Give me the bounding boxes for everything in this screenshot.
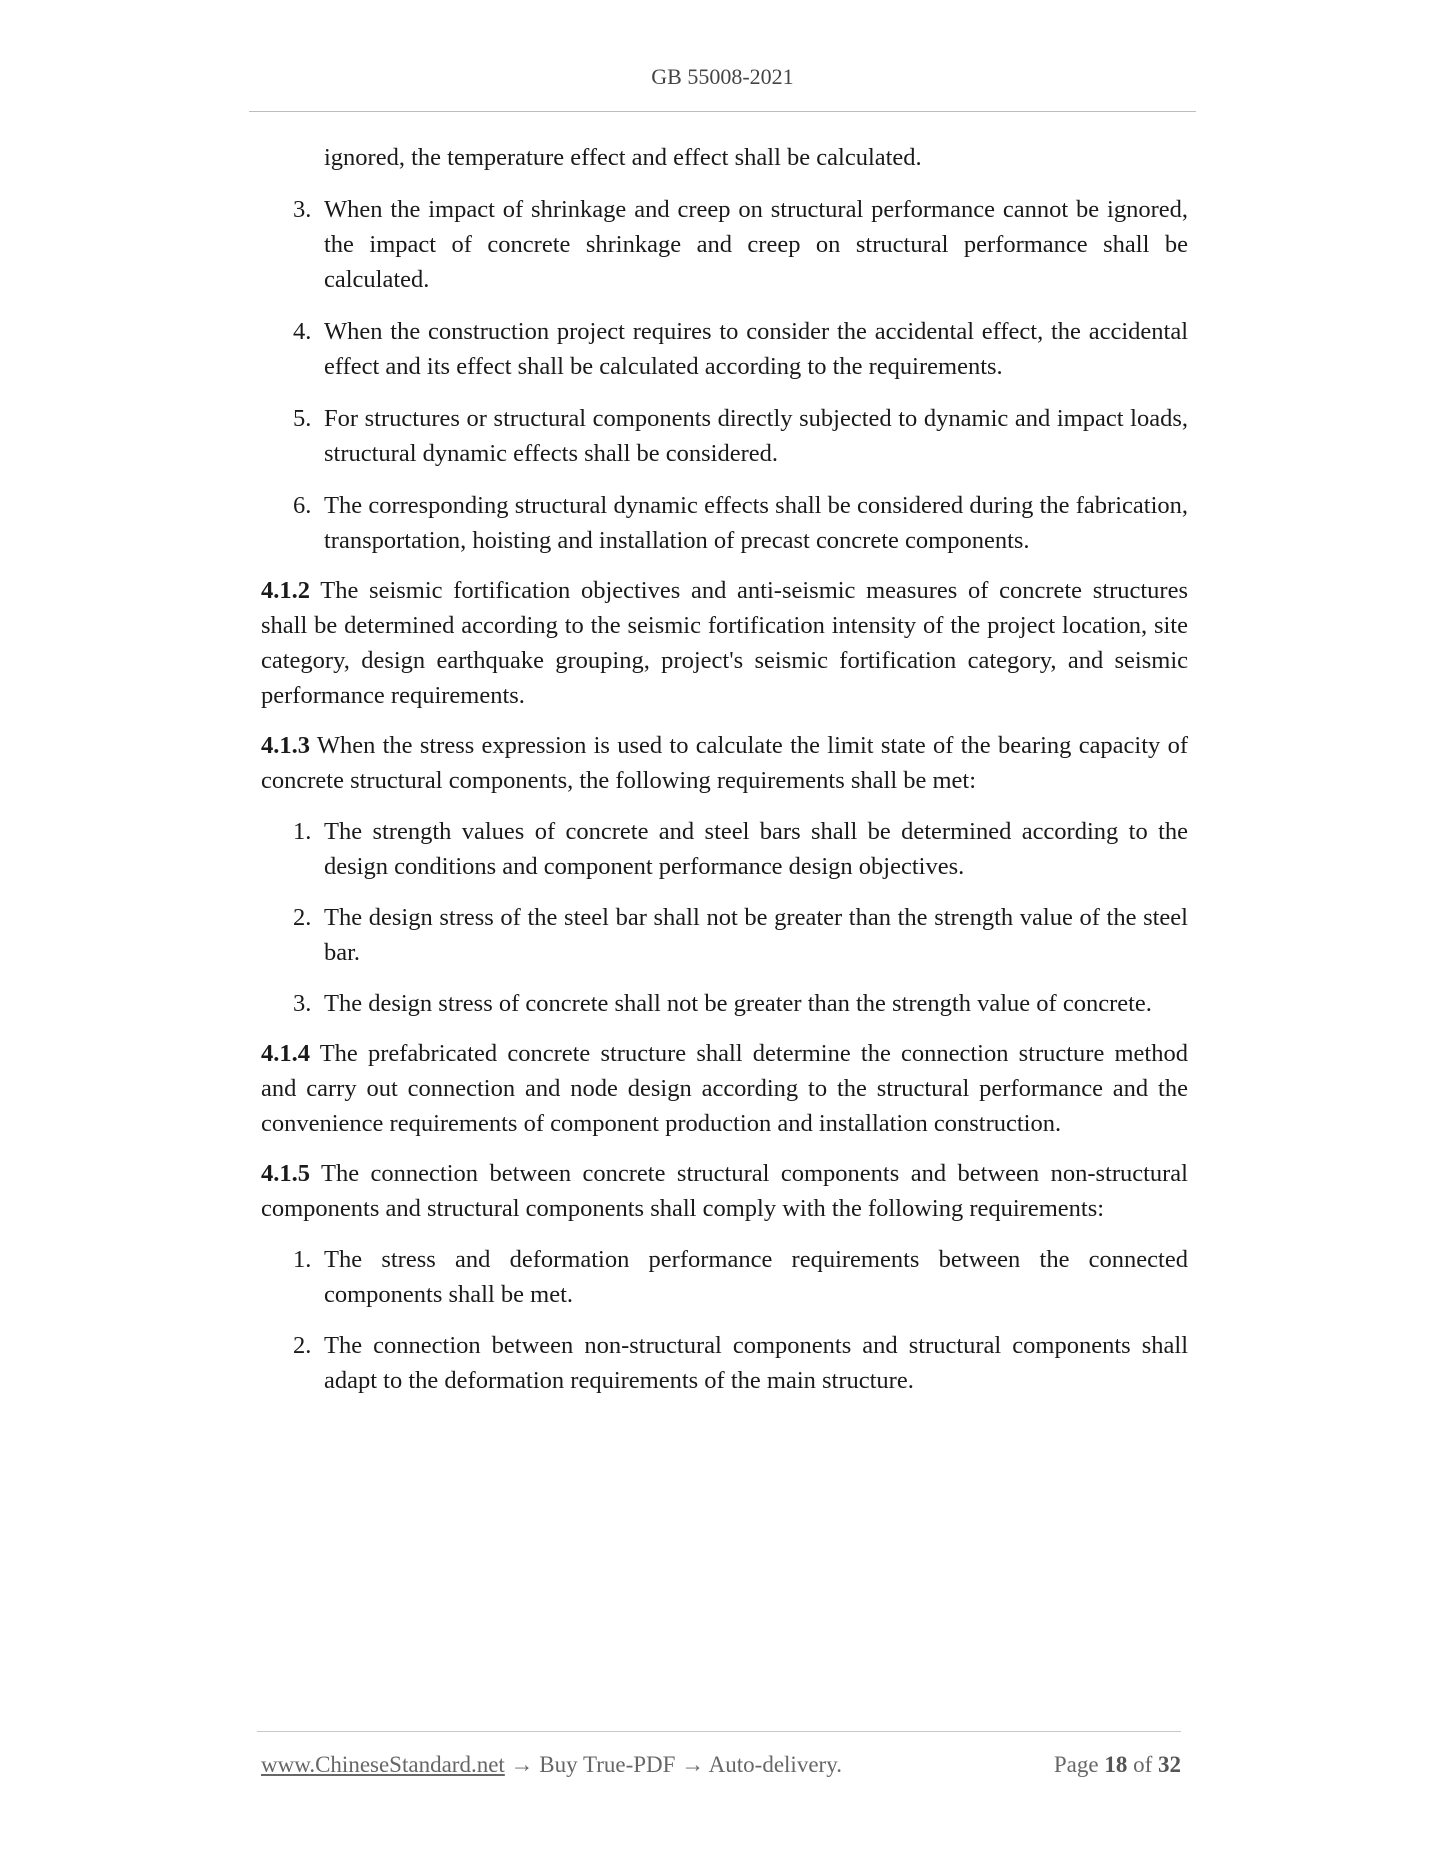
footer-promo (261, 1752, 842, 1778)
clause-text: When the stress expression is used to calculate the limit state of the bearing capacity of concrete structural components, the following requirements shall be met: (261, 732, 1188, 794)
clause-text: The connection between concrete structural components and between non-structural components and structural components shall comply with the following requirements: (261, 1160, 1188, 1222)
list-item (261, 401, 1188, 471)
list-number: 6. (293, 492, 312, 519)
page-number (1054, 1752, 1181, 1778)
page-footer (261, 1752, 1181, 1782)
list-text: The strength values of concrete and steel bars shall be determined according to the design conditions and component performance design objectives. (324, 818, 1188, 880)
arrow-right-icon: → (510, 1752, 534, 1777)
list-text: The corresponding structural dynamic effects shall be considered during the fabrication, transportation, hoisting and installation of precast concrete components. (324, 492, 1188, 554)
clause-number: 4.1.4 (261, 1040, 310, 1067)
list-item (261, 192, 1188, 297)
list-text: For structures or structural components directly subjected to dynamic and impact loads, structural dynamic effects shall be considered. (324, 405, 1188, 467)
list-item (261, 488, 1188, 558)
list-item (261, 986, 1188, 1021)
list-item (261, 814, 1188, 884)
auto-delivery-text: Auto-delivery. (708, 1752, 842, 1777)
list-number: 3. (293, 990, 312, 1017)
arrow-right-icon: → (681, 1752, 705, 1777)
of-label: of (1133, 1752, 1153, 1777)
standard-code: GB 55008-2021 (651, 64, 794, 89)
list-number: 2. (293, 904, 312, 931)
list-text: When the construction project requires to consider the accidental effect, the accidental effect and its effect shall be calculated according to the requirements. (324, 318, 1188, 380)
list-text: The design stress of the steel bar shall not be greater than the strength value of the steel bar. (324, 904, 1188, 966)
footer-divider (257, 1731, 1181, 1732)
clause-number: 4.1.3 (261, 732, 310, 759)
document-body (261, 140, 1188, 1398)
list-item (261, 1242, 1188, 1312)
website-link[interactable]: www.ChineseStandard.net (261, 1752, 505, 1777)
list-text: The stress and deformation performance requirements between the connected components shall be met. (324, 1246, 1188, 1308)
clause-text: The prefabricated concrete structure shall determine the connection structure method and carry out connection and node design according to the structural performance and the convenience requirements of component production and installation construction. (261, 1040, 1188, 1137)
list-item (261, 314, 1188, 384)
continuation-text: ignored, the temperature effect and effect shall be calculated. (324, 144, 922, 171)
list-item (261, 1328, 1188, 1398)
clause-4-1-2 (261, 573, 1188, 713)
clause-text: The seismic fortification objectives and anti-seismic measures of concrete structures shall be determined according to the seismic fortification intensity of the project location, site category, design earthquake grouping, project's seismic fortification category, and seismic performance requirements. (261, 577, 1189, 709)
total-pages: 32 (1158, 1752, 1181, 1777)
list-number: 4. (293, 318, 312, 345)
list-item (261, 900, 1188, 970)
list-number: 1. (293, 818, 312, 845)
list-number: 1. (293, 1246, 312, 1273)
list-text: When the impact of shrinkage and creep on structural performance cannot be ignored, the impact of concrete shrinkage and creep on structural performance shall be calculated. (324, 196, 1188, 293)
list-number: 5. (293, 405, 312, 432)
page-header (0, 64, 1445, 90)
page-label: Page (1053, 1752, 1099, 1777)
clause-4-1-4 (261, 1036, 1188, 1141)
list-text: The connection between non-structural components and structural components shall adapt to the deformation requirements of the main structure. (324, 1332, 1188, 1394)
current-page: 18 (1104, 1752, 1128, 1777)
list-text: The design stress of concrete shall not be greater than the strength value of concrete. (324, 990, 1152, 1017)
clause-4-1-3 (261, 728, 1188, 798)
header-divider (249, 111, 1196, 112)
clause-number: 4.1.5 (261, 1160, 310, 1187)
clause-4-1-5 (261, 1156, 1188, 1226)
clause-number: 4.1.2 (261, 577, 310, 604)
list-number: 3. (293, 196, 312, 223)
buy-pdf-text: Buy True-PDF (539, 1752, 676, 1777)
list-number: 2. (293, 1332, 312, 1359)
